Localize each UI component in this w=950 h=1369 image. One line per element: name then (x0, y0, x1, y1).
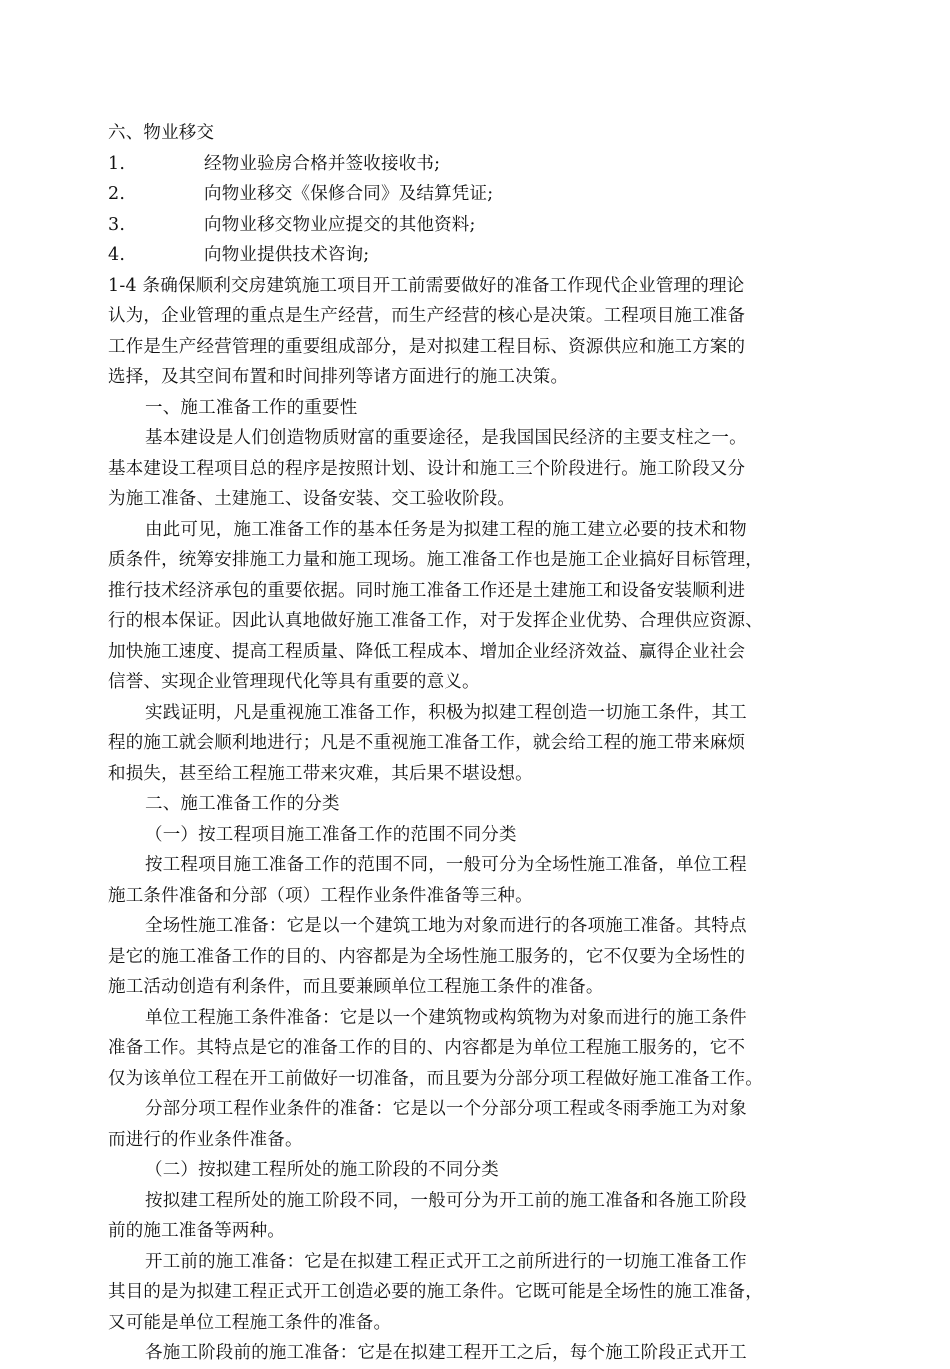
subheading: （二）按拟建工程所处的施工阶段的不同分类 (145, 1160, 499, 1180)
list-text: 经物业验房合格并签收接收书; (204, 153, 441, 174)
text-line: 加快施工速度、提高工程质量、降低工程成本、增加企业经济效益、赢得企业社会 (108, 641, 746, 662)
text-line: 施工活动创造有利条件，而且要兼顾单位工程施工条件的准备。 (108, 977, 604, 997)
text-line: 行的根本保证。因此认真地做好施工准备工作，对于发挥企业优势、合理供应资源、 (108, 611, 763, 631)
text-line: 仅为该单位工程在开工前做好一切准备，而且要为分部分项工程做好施工准备工作。 (108, 1068, 763, 1089)
list-item (108, 149, 843, 180)
text-line: 基本建设是人们创造物质财富的重要途径，是我国国民经济的主要支柱之一。 (145, 428, 747, 448)
text-line: 分部分项工程作业条件的准备：它是以一个分部分项工程或冬雨季施工为对象 (145, 1099, 747, 1119)
text-line: 各施工阶段前的施工准备：它是在拟建工程开工之后，每个施工阶段正式开工 (145, 1343, 747, 1363)
text-line: 单位工程施工条件准备：它是以一个建筑物或构筑物为对象而进行的施工条件 (145, 1007, 747, 1028)
list-number: 2. (108, 184, 126, 204)
text-line: 施工条件准备和分部（项）工程作业条件准备等三种。 (108, 885, 533, 906)
text-line: 是它的施工准备工作的目的、内容都是为全场性施工服务的，它不仅要为全场性的 (108, 946, 746, 967)
text-line: 又可能是单位工程施工条件的准备。 (108, 1312, 392, 1333)
text-line: 基本建设工程项目总的程序是按照计划、设计和施工三个阶段进行。施工阶段又分 (108, 458, 746, 479)
list-item (108, 210, 843, 241)
text-line: 按工程项目施工准备工作的范围不同，一般可分为全场性施工准备，单位工程 (145, 855, 747, 875)
text-line: 全场性施工准备：它是以一个建筑工地为对象而进行的各项施工准备。其特点 (145, 916, 747, 936)
text-line: 工作是生产经营管理的重要组成部分，是对拟建工程目标、资源供应和施工方案的 (108, 336, 746, 357)
text-line: 开工前的施工准备：它是在拟建工程正式开工之前所进行的一切施工准备工作 (145, 1251, 747, 1272)
text-line: 前的施工准备等两种。 (108, 1221, 285, 1241)
text-line: 信誉、实现企业管理现代化等具有重要的意义。 (108, 672, 480, 692)
text-line: 由此可见，施工准备工作的基本任务是为拟建工程的施工建立必要的技术和物 (145, 519, 747, 540)
document-body (108, 118, 843, 1369)
text-line: 为施工准备、土建施工、设备安装、交工验收阶段。 (108, 489, 516, 509)
list-number: 4. (108, 245, 126, 265)
list-text: 向物业提供技术咨询; (204, 245, 370, 265)
list-number: 3. (108, 214, 126, 235)
list-number: 1. (108, 153, 126, 174)
list-item (108, 240, 843, 271)
text-line: 和损失，甚至给工程施工带来灾难，其后果不堪设想。 (108, 763, 533, 784)
text-line: 认为，企业管理的重点是生产经营，而生产经营的核心是决策。工程项目施工准备 (108, 306, 746, 326)
list-text: 向物业移交物业应提交的其他资料; (204, 214, 476, 235)
subheading: 一、施工准备工作的重要性 (145, 397, 358, 418)
list-item (108, 179, 843, 210)
list-text: 向物业移交《保修合同》及结算凭证; (204, 184, 494, 204)
text-line: 程的施工就会顺利地进行；凡是不重视施工准备工作，就会给工程的施工带来麻烦 (108, 733, 746, 753)
text-line: 准备工作。其特点是它的准备工作的目的、内容都是为单位工程施工服务的，它不 (108, 1038, 746, 1058)
text-line: 而进行的作业条件准备。 (108, 1129, 303, 1150)
subheading: （一）按工程项目施工准备工作的范围不同分类 (145, 824, 517, 845)
text-line: 实践证明，凡是重视施工准备工作，积极为拟建工程创造一切施工条件，其工 (145, 702, 747, 723)
text-line: 1-4 条确保顺利交房建筑施工项目开工前需要做好的准备工作现代企业管理的理论 (108, 275, 745, 296)
subheading: 二、施工准备工作的分类 (145, 794, 340, 814)
text-line: 推行技术经济承包的重要依据。同时施工准备工作还是土建施工和设备安装顺利进 (108, 580, 746, 601)
section-heading: 六、物业移交 (108, 123, 215, 143)
text-line: 质条件，统筹安排施工力量和施工现场。施工准备工作也是施工企业搞好目标管理， (108, 550, 763, 570)
text-line: 选择，及其空间布置和时间排列等诸方面进行的施工决策。 (108, 367, 569, 387)
text-line: 按拟建工程所处的施工阶段不同，一般可分为开工前的施工准备和各施工阶段 (145, 1190, 747, 1211)
text-line: 其目的是为拟建工程正式开工创造必要的施工条件。它既可能是全场性的施工准备， (108, 1282, 763, 1302)
